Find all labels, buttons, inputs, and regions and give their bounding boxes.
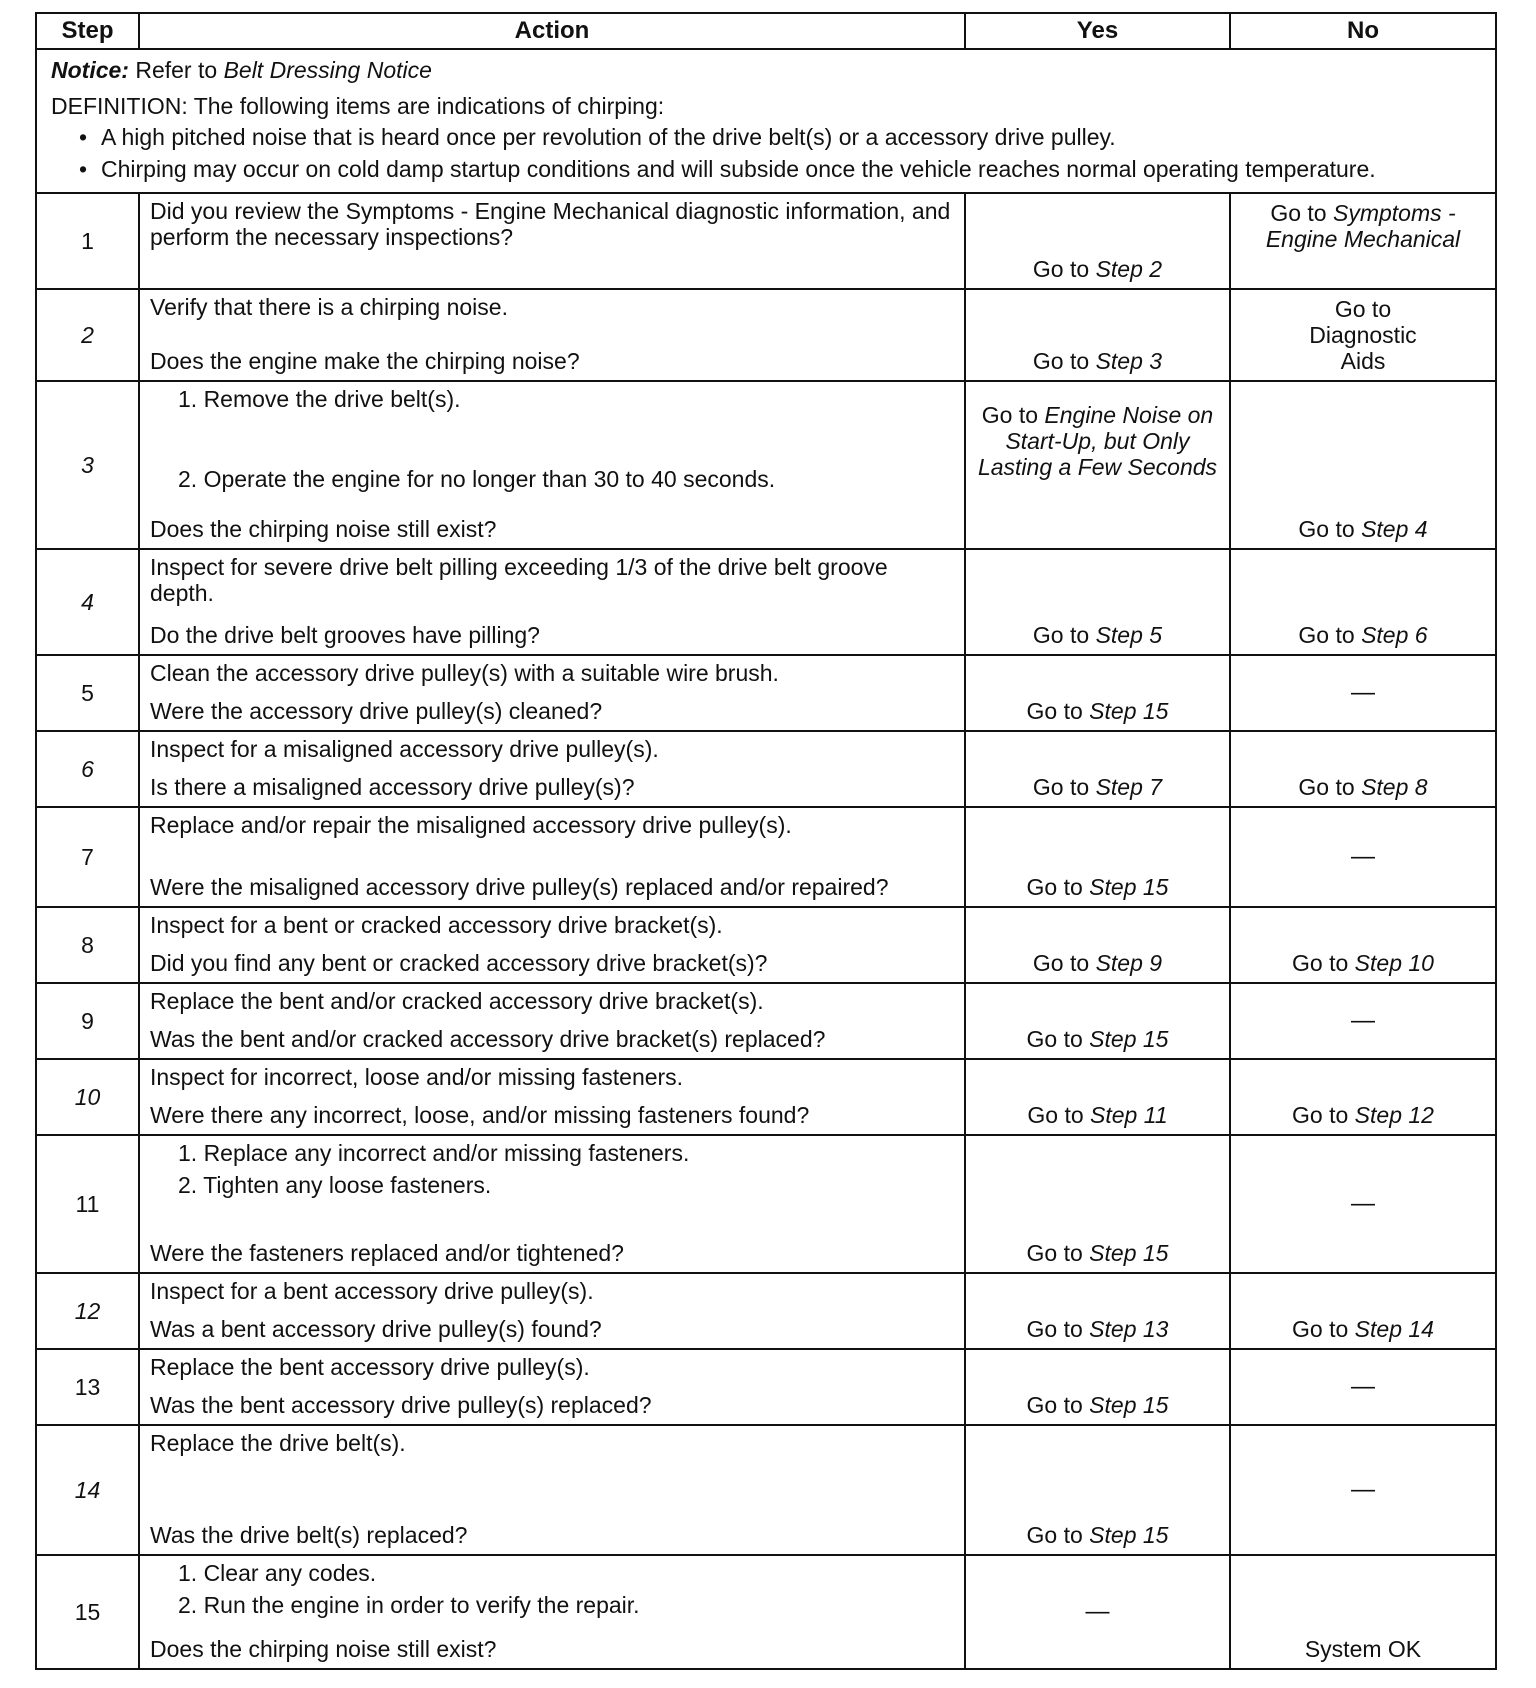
yes-goto-target[interactable]: Step 11 bbox=[1090, 1102, 1168, 1128]
step-row bbox=[36, 1135, 1496, 1273]
step-number: 15 bbox=[36, 1555, 139, 1669]
yes-goto-label: Go to bbox=[1026, 1240, 1083, 1266]
step-action bbox=[139, 1273, 965, 1349]
no-goto-label: Go to bbox=[1298, 774, 1355, 800]
action-line: Inspect for a bent accessory drive pulley(s). bbox=[150, 1278, 594, 1304]
step-no bbox=[1230, 289, 1496, 381]
action-line: Clean the accessory drive pulley(s) with a suitable wire brush. bbox=[150, 660, 779, 686]
no-goto-target[interactable]: Step 8 bbox=[1361, 774, 1428, 800]
definition-text: A high pitched noise that is heard once per revolution of the drive belt(s) or a accessory drive pulley. bbox=[101, 124, 1116, 150]
step-number: 10 bbox=[36, 1059, 139, 1135]
step-action bbox=[139, 731, 965, 807]
step-action bbox=[139, 549, 965, 655]
step-no bbox=[1230, 1555, 1496, 1669]
step-row bbox=[36, 807, 1496, 907]
yes-goto-label: Go to bbox=[1026, 698, 1083, 724]
action-question: Were the fasteners replaced and/or tightened? bbox=[150, 1240, 624, 1266]
step-no bbox=[1230, 807, 1496, 907]
step-action bbox=[139, 807, 965, 907]
step-yes bbox=[965, 1425, 1230, 1555]
yes-goto-label: Go to bbox=[1032, 774, 1090, 800]
action-step-item: 1. Remove the drive belt(s). bbox=[178, 386, 461, 412]
action-line: Were the misaligned accessory drive pulley(s) replaced and/or repaired? bbox=[150, 874, 889, 900]
notice-ref: Belt Dressing Notice bbox=[223, 57, 432, 83]
yes-goto-target[interactable]: Engine Noise on Start-Up, but Only Lasting a Few Seconds bbox=[977, 402, 1218, 480]
steps-body bbox=[36, 193, 1496, 1669]
step-yes bbox=[965, 807, 1230, 907]
step-row bbox=[36, 655, 1496, 731]
step-yes bbox=[965, 1273, 1230, 1349]
yes-goto-target[interactable]: Step 15 bbox=[1089, 1240, 1169, 1266]
yes-goto-target[interactable]: Step 7 bbox=[1095, 774, 1163, 800]
action-question: Does the chirping noise still exist? bbox=[150, 1636, 497, 1662]
yes-goto-label: Go to bbox=[1026, 1316, 1083, 1342]
no-goto-label: Go to bbox=[1298, 516, 1355, 542]
action-line: Does the engine make the chirping noise? bbox=[150, 348, 580, 374]
step-number: 5 bbox=[36, 655, 139, 731]
step-row bbox=[36, 549, 1496, 655]
yes-goto-label: Go to bbox=[981, 402, 1039, 428]
step-number: 8 bbox=[36, 907, 139, 983]
yes-goto-target[interactable]: Step 15 bbox=[1089, 1392, 1169, 1418]
step-no bbox=[1230, 655, 1496, 731]
notice-cell bbox=[36, 49, 1496, 193]
action-step-item: 2. Operate the engine for no longer than 30 to 40 seconds. bbox=[178, 466, 776, 492]
action-line: Did you find any bent or cracked accessory drive bracket(s)? bbox=[150, 950, 768, 976]
step-yes bbox=[965, 381, 1230, 549]
step-row bbox=[36, 193, 1496, 289]
action-line: Inspect for severe drive belt pilling exceeding 1/3 of the drive belt groove depth. bbox=[150, 554, 888, 606]
no-goto-label: Go to bbox=[1292, 1102, 1349, 1128]
action-line: Did you review the Symptoms - Engine Mechanical diagnostic information, and perform the necessary inspections? bbox=[150, 198, 951, 250]
step-number: 2 bbox=[36, 289, 139, 381]
no-text: — bbox=[1351, 1373, 1375, 1400]
step-yes bbox=[965, 983, 1230, 1059]
header-yes: Yes bbox=[965, 13, 1230, 49]
action-line: Replace and/or repair the misaligned accessory drive pulley(s). bbox=[150, 812, 792, 838]
yes-goto-target[interactable]: Step 15 bbox=[1089, 1522, 1169, 1548]
action-line: Was a bent accessory drive pulley(s) found? bbox=[150, 1316, 602, 1342]
no-goto-target[interactable]: Step 10 bbox=[1354, 950, 1434, 976]
step-no bbox=[1230, 907, 1496, 983]
definition-item: • Chirping may occur on cold damp startup conditions and will subside once the vehicle reaches normal operating temperature. bbox=[79, 156, 1376, 182]
yes-text: — bbox=[1085, 1598, 1110, 1625]
step-no bbox=[1230, 1273, 1496, 1349]
definition-text: Chirping may occur on cold damp startup conditions and will subside once the vehicle reaches normal operating temperature. bbox=[101, 156, 1376, 182]
action-step-item: 1. Replace any incorrect and/or missing fasteners. bbox=[178, 1140, 690, 1166]
step-no bbox=[1230, 731, 1496, 807]
step-row bbox=[36, 1349, 1496, 1425]
yes-goto-label: Go to bbox=[1032, 622, 1090, 648]
yes-goto-label: Go to bbox=[1032, 256, 1090, 282]
definition-item: • A high pitched noise that is heard once per revolution of the drive belt(s) or a accessory drive pulley. bbox=[79, 124, 1116, 150]
action-line: Inspect for incorrect, loose and/or missing fasteners. bbox=[150, 1064, 684, 1090]
no-goto-target[interactable]: Symptoms - Engine Mechanical bbox=[1265, 200, 1461, 252]
action-line: Inspect for a bent or cracked accessory drive bracket(s). bbox=[150, 912, 723, 938]
step-no bbox=[1230, 1425, 1496, 1555]
action-question: Does the chirping noise still exist? bbox=[150, 516, 497, 542]
yes-goto-target[interactable]: Step 5 bbox=[1095, 622, 1163, 648]
header-action: Action bbox=[139, 13, 965, 49]
step-yes bbox=[965, 1349, 1230, 1425]
yes-goto-label: Go to bbox=[1026, 1392, 1083, 1418]
step-row bbox=[36, 381, 1496, 549]
notice-label: Notice: bbox=[51, 57, 129, 83]
no-text: — bbox=[1351, 843, 1375, 870]
no-goto-label: Go to bbox=[1292, 1316, 1349, 1342]
step-yes bbox=[965, 193, 1230, 289]
step-yes bbox=[965, 731, 1230, 807]
step-yes bbox=[965, 549, 1230, 655]
action-step-item: 2. Run the engine in order to verify the repair. bbox=[178, 1592, 640, 1618]
action-line: Was the bent accessory drive pulley(s) replaced? bbox=[150, 1392, 652, 1418]
no-goto-target[interactable]: Step 14 bbox=[1354, 1316, 1434, 1342]
no-goto-label: Go to bbox=[1292, 950, 1349, 976]
step-number: 1 bbox=[36, 193, 139, 289]
header-row bbox=[36, 13, 1496, 49]
yes-goto-label: Go to bbox=[1032, 950, 1090, 976]
step-number: 7 bbox=[36, 807, 139, 907]
action-line: Verify that there is a chirping noise. bbox=[150, 294, 508, 320]
step-yes bbox=[965, 1555, 1230, 1669]
no-text: — bbox=[1351, 679, 1375, 706]
step-action bbox=[139, 1135, 965, 1273]
header-step: Step bbox=[36, 13, 139, 49]
step-yes bbox=[965, 1059, 1230, 1135]
step-row bbox=[36, 289, 1496, 381]
step-no bbox=[1230, 381, 1496, 549]
step-action bbox=[139, 983, 965, 1059]
step-action bbox=[139, 193, 965, 289]
no-goto-target[interactable]: Step 4 bbox=[1361, 516, 1428, 542]
step-row bbox=[36, 1273, 1496, 1349]
step-yes bbox=[965, 907, 1230, 983]
step-action bbox=[139, 907, 965, 983]
no-goto-label: Go to bbox=[1298, 622, 1355, 648]
step-yes bbox=[965, 655, 1230, 731]
no-goto-target[interactable]: Step 12 bbox=[1354, 1102, 1434, 1128]
step-number: 11 bbox=[36, 1135, 139, 1273]
notice-line bbox=[51, 56, 1483, 84]
step-action bbox=[139, 655, 965, 731]
no-text: — bbox=[1351, 1007, 1375, 1034]
step-action bbox=[139, 1555, 965, 1669]
step-action bbox=[139, 381, 965, 549]
step-yes bbox=[965, 289, 1230, 381]
action-line: Do the drive belt grooves have pilling? bbox=[150, 622, 540, 648]
yes-goto-target[interactable]: Step 2 bbox=[1095, 256, 1163, 282]
notice-row bbox=[36, 49, 1496, 193]
notice-text: Refer to bbox=[135, 57, 218, 83]
definition: DEFINITION: The following items are indications of chirping: bbox=[51, 93, 665, 119]
definition-list bbox=[51, 124, 1483, 182]
yes-goto-target[interactable]: Step 13 bbox=[1089, 1316, 1169, 1342]
yes-goto-label: Go to bbox=[1026, 1026, 1083, 1052]
yes-goto-label: Go to bbox=[1027, 1102, 1084, 1128]
step-number: 3 bbox=[36, 381, 139, 549]
step-row bbox=[36, 907, 1496, 983]
yes-goto-label: Go to bbox=[1026, 1522, 1083, 1548]
step-no bbox=[1230, 1059, 1496, 1135]
no-text: — bbox=[1351, 1190, 1375, 1217]
action-line: Was the drive belt(s) replaced? bbox=[150, 1522, 468, 1548]
diagnostic-table bbox=[35, 12, 1497, 1670]
no-text: — bbox=[1351, 1476, 1375, 1503]
action-step-item: 1. Clear any codes. bbox=[178, 1560, 377, 1586]
step-row bbox=[36, 731, 1496, 807]
yes-goto-target[interactable]: Step 3 bbox=[1095, 348, 1163, 374]
action-line: Is there a misaligned accessory drive pulley(s)? bbox=[150, 774, 635, 800]
step-row bbox=[36, 1425, 1496, 1555]
action-line: Were the accessory drive pulley(s) cleaned? bbox=[150, 698, 603, 724]
no-goto-label: Go to bbox=[1270, 200, 1327, 226]
yes-goto-target[interactable]: Step 9 bbox=[1095, 950, 1163, 976]
no-goto-target[interactable]: Step 6 bbox=[1361, 622, 1428, 648]
action-line: Replace the bent and/or cracked accessory drive bracket(s). bbox=[150, 988, 764, 1014]
step-number: 9 bbox=[36, 983, 139, 1059]
step-row bbox=[36, 1059, 1496, 1135]
step-action bbox=[139, 1425, 965, 1555]
yes-goto-target[interactable]: Step 15 bbox=[1089, 1026, 1169, 1052]
step-number: 14 bbox=[36, 1425, 139, 1555]
step-no bbox=[1230, 549, 1496, 655]
step-number: 13 bbox=[36, 1349, 139, 1425]
action-line: Replace the drive belt(s). bbox=[150, 1430, 406, 1456]
step-number: 4 bbox=[36, 549, 139, 655]
step-number: 6 bbox=[36, 731, 139, 807]
step-yes bbox=[965, 1135, 1230, 1273]
action-step-item: 2. Tighten any loose fasteners. bbox=[178, 1172, 492, 1198]
header-no: No bbox=[1230, 13, 1496, 49]
action-line: Replace the bent accessory drive pulley(s). bbox=[150, 1354, 590, 1380]
step-no bbox=[1230, 1135, 1496, 1273]
yes-goto-label: Go to bbox=[1026, 874, 1083, 900]
step-row bbox=[36, 1555, 1496, 1669]
step-row bbox=[36, 983, 1496, 1059]
action-line: Was the bent and/or cracked accessory drive bracket(s) replaced? bbox=[150, 1026, 826, 1052]
step-action bbox=[139, 1059, 965, 1135]
step-no bbox=[1230, 193, 1496, 289]
yes-goto-target[interactable]: Step 15 bbox=[1089, 874, 1169, 900]
step-action bbox=[139, 1349, 965, 1425]
no-text: System OK bbox=[1304, 1636, 1422, 1662]
step-action bbox=[139, 289, 965, 381]
yes-goto-label: Go to bbox=[1032, 348, 1090, 374]
action-line: Were there any incorrect, loose, and/or missing fasteners found? bbox=[150, 1102, 810, 1128]
yes-goto-target[interactable]: Step 15 bbox=[1089, 698, 1169, 724]
action-line: Inspect for a misaligned accessory drive pulley(s). bbox=[150, 736, 659, 762]
step-no bbox=[1230, 1349, 1496, 1425]
step-no bbox=[1230, 983, 1496, 1059]
no-text[interactable]: Go to Diagnostic Aids bbox=[1309, 296, 1417, 374]
step-number: 12 bbox=[36, 1273, 139, 1349]
